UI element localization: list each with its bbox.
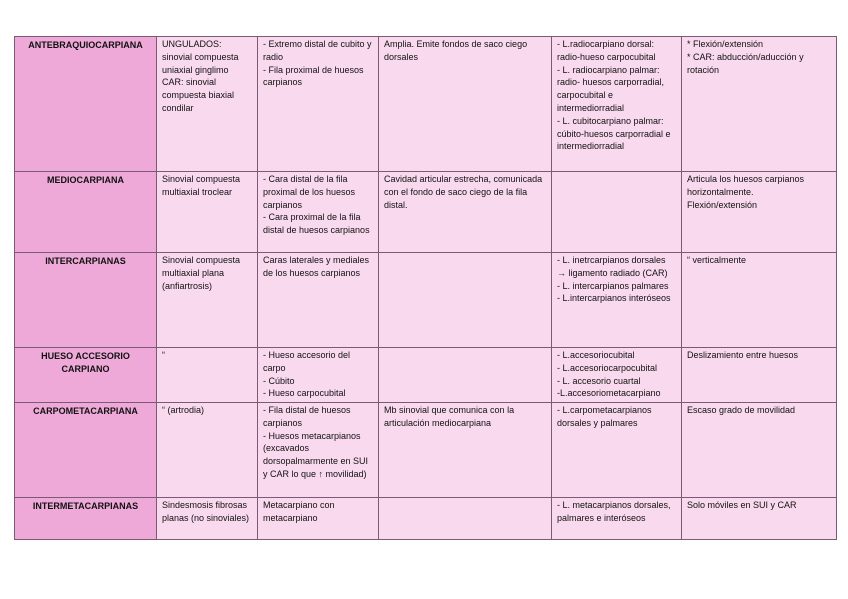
cell-line: Escaso grado de movilidad <box>687 405 796 415</box>
joint-surfaces-cell <box>258 403 379 498</box>
cell-line: - L. inetrcarpianos dorsales → ligamento radiado (CAR) <box>557 255 668 278</box>
joint-ligaments-cell <box>552 403 682 498</box>
joint-capsule-cell <box>379 37 552 172</box>
joint-ligaments-cell <box>552 37 682 172</box>
joint-type-cell <box>157 172 258 253</box>
cell-line: - L. accesorio cuartal <box>557 375 641 386</box>
cell-line: - Fila proximal de huesos carpianos <box>263 64 364 88</box>
cell-line: -L.accesoriometacarpiano <box>557 388 661 399</box>
joint-surfaces-cell <box>258 37 379 172</box>
cell-line: - Fila distal de huesos carpianos <box>263 405 351 428</box>
cell-line: - Huesos metacarpianos (excavados dorsopalmarmente en SUI y CAR lo que ↑ movilidad) <box>263 430 369 479</box>
table-row <box>15 37 837 172</box>
joint-surfaces-cell <box>258 498 379 540</box>
joint-surfaces-cell <box>258 172 379 253</box>
joint-movements-cell <box>682 37 837 172</box>
cell-line: - L. cubitocarpiano palmar: cúbito-huesos carporradial e intermediorradial <box>557 115 671 152</box>
joint-ligaments-cell <box>552 498 682 540</box>
cell-line: Articula los huesos carpianos horizontalmente. <box>687 174 805 197</box>
cell-line: - L.accesoriocubital <box>557 350 635 360</box>
cell-line: UNGULADOS: <box>162 39 222 49</box>
table-row <box>15 172 837 253</box>
joint-capsule-cell <box>379 253 552 348</box>
table-row <box>15 253 837 348</box>
cell-line: Deslizamiento entre huesos <box>687 350 799 360</box>
cell-line: Flexión/extensión <box>687 199 758 210</box>
cell-line: Sindesmosis fibrosas planas (no sinoviales) <box>162 500 250 523</box>
joint-ligaments-cell <box>552 253 682 348</box>
joints-table <box>14 36 837 540</box>
cell-line: - L. intercarpianos palmares <box>557 280 669 291</box>
table-row <box>15 498 837 540</box>
joint-movements-cell <box>682 403 837 498</box>
joint-movements-cell <box>682 348 837 403</box>
joint-type-cell <box>157 37 258 172</box>
cell-line: * Flexión/extensión <box>687 39 764 49</box>
joint-type-cell <box>157 348 258 403</box>
cell-line: - L. metacarpianos dorsales, palmares e interóseos <box>557 500 671 523</box>
cell-line: “ (artrodia) <box>162 405 205 415</box>
joint-name-cell: INTERMETACARPIANAS <box>15 498 157 540</box>
cell-line: Sinovial compuesta multiaxial troclear <box>162 174 241 197</box>
joint-type-cell <box>157 498 258 540</box>
joint-name-cell: INTERCARPIANAS <box>15 253 157 348</box>
joint-capsule-cell <box>379 172 552 253</box>
cell-line: CAR: sinovial compuesta biaxial condilar <box>162 77 235 113</box>
cell-line: - L.accesoriocarpocubital <box>557 362 658 373</box>
cell-line: Cavidad articular estrecha, comunicada con el fondo de saco ciego de la fila distal. <box>384 174 543 210</box>
joint-movements-cell <box>682 253 837 348</box>
joint-name-cell: MEDIOCARPIANA <box>15 172 157 253</box>
cell-line: - Extremo distal de cubito y radio <box>263 39 372 62</box>
joint-capsule-cell <box>379 348 552 403</box>
joint-surfaces-cell <box>258 348 379 403</box>
joint-ligaments-cell <box>552 172 682 253</box>
cell-line: - Hueso carpocubital <box>263 388 346 399</box>
cell-line: Caras laterales y mediales de los huesos carpianos <box>263 255 370 278</box>
cell-line: Sinovial compuesta multiaxial plana (anfiartrosis) <box>162 255 241 291</box>
joint-capsule-cell <box>379 498 552 540</box>
cell-line: * CAR: abducción/aducción y rotación <box>687 51 804 75</box>
joint-movements-cell <box>682 172 837 253</box>
cell-line: Mb sinovial que comunica con la articulación mediocarpiana <box>384 405 515 428</box>
cell-line: “ verticalmente <box>687 255 747 265</box>
table-body <box>15 37 837 540</box>
cell-line: sinovial compuesta uniaxial ginglimo <box>162 51 239 75</box>
joint-capsule-cell <box>379 403 552 498</box>
cell-line: - Cúbito <box>263 375 295 386</box>
cell-line: “ <box>162 350 165 360</box>
table-row <box>15 403 837 498</box>
joint-type-cell <box>157 403 258 498</box>
joint-type-cell <box>157 253 258 348</box>
cell-line: - L.radiocarpiano dorsal: radio-hueso carpocubital <box>557 39 656 62</box>
joint-surfaces-cell <box>258 253 379 348</box>
cell-line: Solo móviles en SUI y CAR <box>687 500 797 510</box>
joint-name-cell: ANTEBRAQUIOCARPIANA <box>15 37 157 172</box>
cell-line: - Cara distal de la fila proximal de los huesos carpianos <box>263 174 356 210</box>
table-row <box>15 348 837 403</box>
cell-line: Metacarpiano con metacarpiano <box>263 500 335 523</box>
cell-line: Amplia. Emite fondos de saco ciego dorsales <box>384 39 528 62</box>
cell-line: - Hueso accesorio del carpo <box>263 350 351 373</box>
cell-line: - L.intercarpianos interóseos <box>557 293 671 304</box>
cell-line: - L.carpometacarpianos dorsales y palmares <box>557 405 652 428</box>
cell-line: - L. radiocarpiano palmar: radio- huesos carporradial, carpocubital e intermediorradial <box>557 64 665 113</box>
joint-name-cell: CARPOMETACARPIANA <box>15 403 157 498</box>
cell-line: - Cara proximal de la fila distal de huesos carpianos <box>263 212 370 236</box>
joint-name-cell: HUESO ACCESORIO CARPIANO <box>15 348 157 403</box>
joint-movements-cell <box>682 498 837 540</box>
joint-ligaments-cell <box>552 348 682 403</box>
